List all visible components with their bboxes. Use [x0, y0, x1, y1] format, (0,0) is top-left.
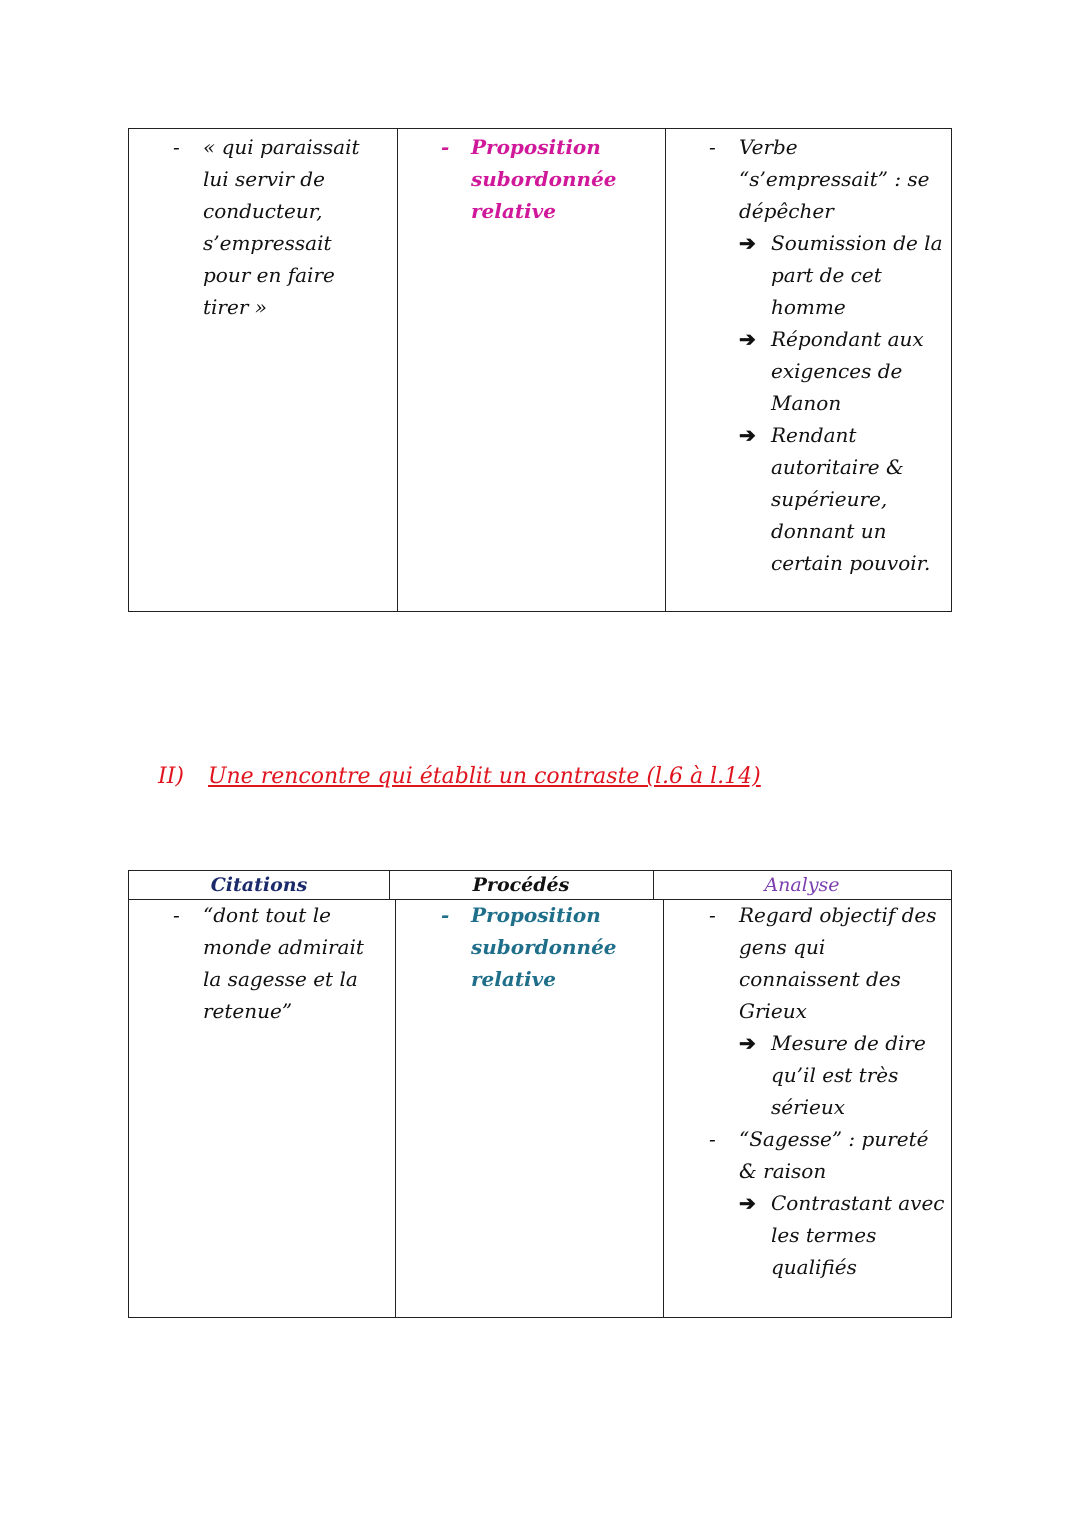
- analyse-intro: Regard objectif des gens qui connaissent des Grieux: [739, 903, 937, 1023]
- citation-text: “dont tout le monde admirait la sagesse et la retenue”: [203, 903, 364, 1023]
- analyse-cell: [709, 131, 944, 579]
- analyse-point: Mesure de dire qu’il est très sérieux: [771, 1031, 926, 1119]
- analyse-intro: “Sagesse” : pureté & raison: [739, 1127, 929, 1183]
- dash-bullet-icon: -: [441, 903, 450, 927]
- section-title: Une rencontre qui établit un contraste (l.6 à l.14): [207, 764, 761, 789]
- analysis-table-2: [128, 870, 952, 1318]
- analyse-point: Répondant aux exigences de Manon: [771, 327, 924, 415]
- dash-bullet-icon: -: [441, 135, 450, 159]
- dash-bullet-icon: -: [709, 135, 716, 159]
- header-citations: Citations: [210, 874, 308, 896]
- column-divider: [663, 900, 664, 1317]
- header-analyse: Analyse: [764, 874, 840, 896]
- dash-bullet-icon: -: [173, 135, 180, 159]
- analyse-point: Contrastant avec les termes qualifiés: [771, 1191, 945, 1279]
- citation-cell: [173, 899, 373, 1027]
- column-divider: [395, 900, 396, 1317]
- citation-cell: [173, 131, 383, 323]
- analyse-intro: Verbe “s’empressait” : se dépêcher: [739, 135, 930, 223]
- dash-bullet-icon: -: [709, 1127, 716, 1151]
- analysis-table-1: [128, 128, 952, 612]
- dash-bullet-icon: -: [173, 903, 180, 927]
- header-procedes: Procédés: [472, 874, 570, 896]
- column-divider: [665, 129, 666, 611]
- arrow-right-icon: ➔: [739, 1191, 756, 1215]
- arrow-right-icon: ➔: [739, 327, 756, 351]
- column-divider: [397, 129, 398, 611]
- arrow-right-icon: ➔: [739, 1031, 756, 1055]
- procede-text: Proposition subordonnée relative: [471, 135, 617, 223]
- citation-text: « qui paraissait lui servir de conducteur, s’empressait pour en faire tirer »: [203, 135, 360, 319]
- procede-cell: [441, 131, 651, 227]
- arrow-right-icon: ➔: [739, 423, 756, 447]
- section-heading: [158, 764, 761, 789]
- procede-text: Proposition subordonnée relative: [471, 903, 617, 991]
- analyse-cell: [709, 899, 949, 1283]
- section-number: II): [158, 764, 184, 789]
- analyse-point: Rendant autoritaire & supérieure, donnant un certain pouvoir.: [771, 423, 931, 575]
- arrow-right-icon: ➔: [739, 231, 756, 255]
- analyse-point: Soumission de la part de cet homme: [771, 231, 943, 319]
- procede-cell: [441, 899, 651, 995]
- dash-bullet-icon: -: [709, 903, 716, 927]
